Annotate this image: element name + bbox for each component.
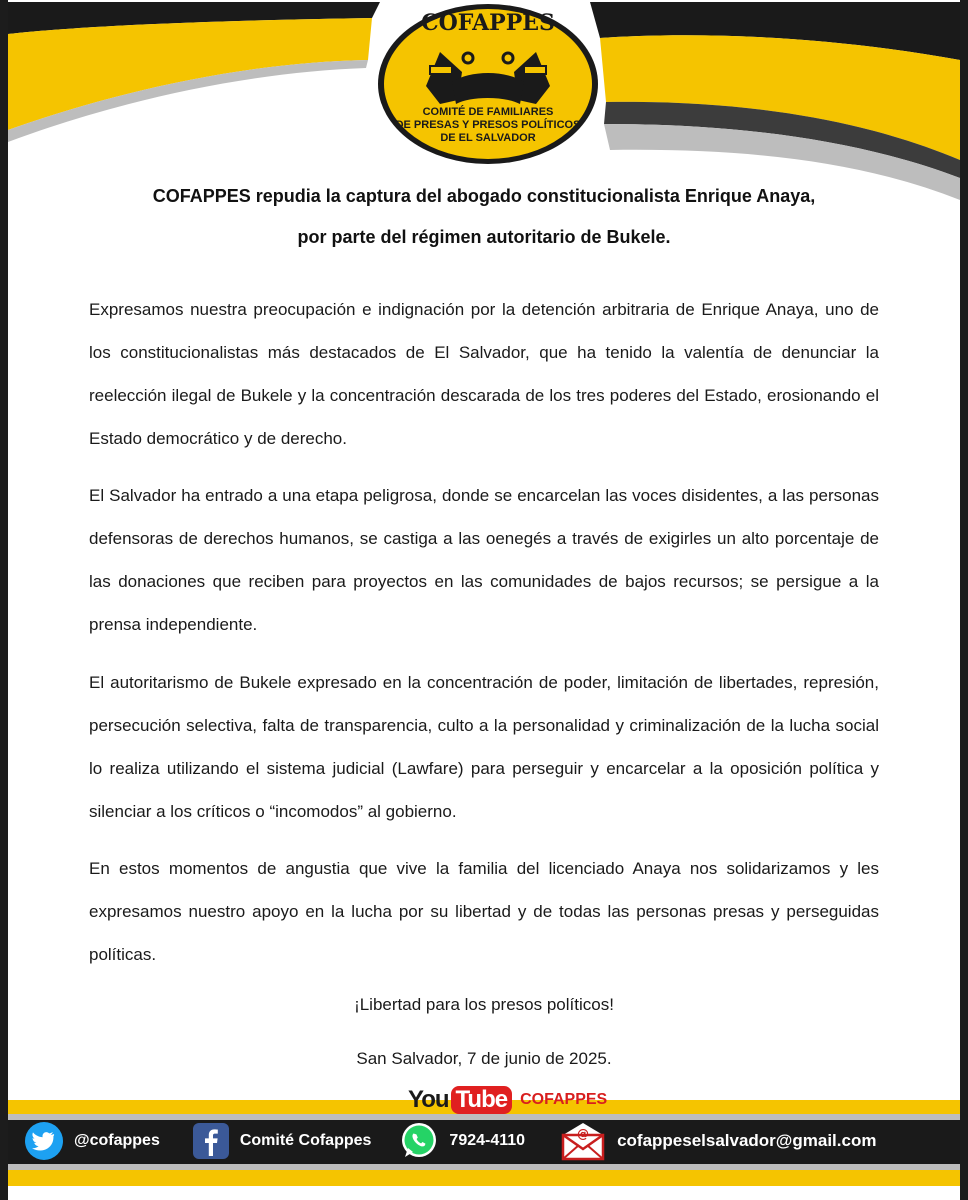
twitter-contact[interactable]: [24, 1121, 160, 1161]
email-address: cofappeselsalvador@gmail.com: [617, 1131, 877, 1150]
twitter-handle: @cofappes: [74, 1132, 160, 1149]
whatsapp-number: 7924-4110: [449, 1132, 526, 1149]
whatsapp-contact[interactable]: [399, 1121, 525, 1161]
facebook-icon: [192, 1122, 230, 1160]
document-title-line-2: por parte del régimen autoritario de Bukele.: [297, 227, 671, 247]
paragraph-2: El Salvador ha entrado a una etapa peligrosa, donde se encarcelan las voces disidentes, a las personas defensoras de derechos humanos, se castiga a las oenegés a través de exigirles un alto porcentaje de las donaciones que reciben para proyectos en las comunidades de bajos recursos; se persigue a la prensa independiente.: [89, 486, 879, 634]
youtube-you: You: [408, 1086, 449, 1113]
logo-name: COFAPPES: [421, 10, 555, 36]
paragraph-4: En estos momentos de angustia que vive la familia del licenciado Anaya nos solidarizamos y les expresamos nuestro apoyo en la lucha por su libertad y de todas las personas presas y perseguidas políticas.: [89, 859, 879, 964]
logo-subtitle: [388, 106, 588, 145]
paragraph-1: Expresamos nuestra preocupación e indignación por la detención arbitraria de Enrique Anaya, uno de los constitucionalistas más destacados de El Salvador, que ha tenido la valentía de denunciar la reelección ilegal de Bukele y la concentración descarada de los tres poderes del Estado, erosionando el Estado democrático y de derecho.: [89, 300, 879, 448]
svg-text:@: @: [577, 1127, 590, 1141]
logo: [378, 10, 598, 36]
contact-bar: [18, 1120, 950, 1162]
logo-line-1: COMITÉ DE FAMILIARES: [422, 106, 554, 118]
slogan: ¡Libertad para los presos políticos!: [354, 995, 614, 1014]
youtube-badge[interactable]: [408, 1083, 607, 1117]
facebook-page: Comité Cofappes: [239, 1132, 372, 1149]
logo-line-3: DE EL SALVADOR: [440, 132, 536, 144]
dateline: San Salvador, 7 de junio de 2025.: [356, 1049, 612, 1068]
youtube-tube: Tube: [451, 1086, 513, 1114]
email-contact[interactable]: [559, 1121, 876, 1161]
email-icon: [559, 1121, 607, 1161]
youtube-channel: COFAPPES: [520, 1091, 608, 1108]
document-title-line-1: COFAPPES repudia la captura del abogado constitucionalista Enrique Anaya,: [152, 186, 816, 206]
twitter-icon: [24, 1121, 64, 1161]
paragraph-3: El autoritarismo de Bukele expresado en la concentración de poder, limitación de libertades, represión, persecución selectiva, falta de transparencia, culto a la personalidad y criminalización de la lucha social lo realiza utilizando el sistema judicial (Lawfare) para perseguir y encarcelar a la oposición política y silenciar a los críticos o “incomodos” al gobierno.: [89, 673, 879, 821]
whatsapp-icon: [399, 1121, 439, 1161]
facebook-contact[interactable]: [192, 1122, 372, 1160]
logo-line-2: DE PRESAS Y PRESOS POLÍTICOS: [395, 119, 581, 131]
